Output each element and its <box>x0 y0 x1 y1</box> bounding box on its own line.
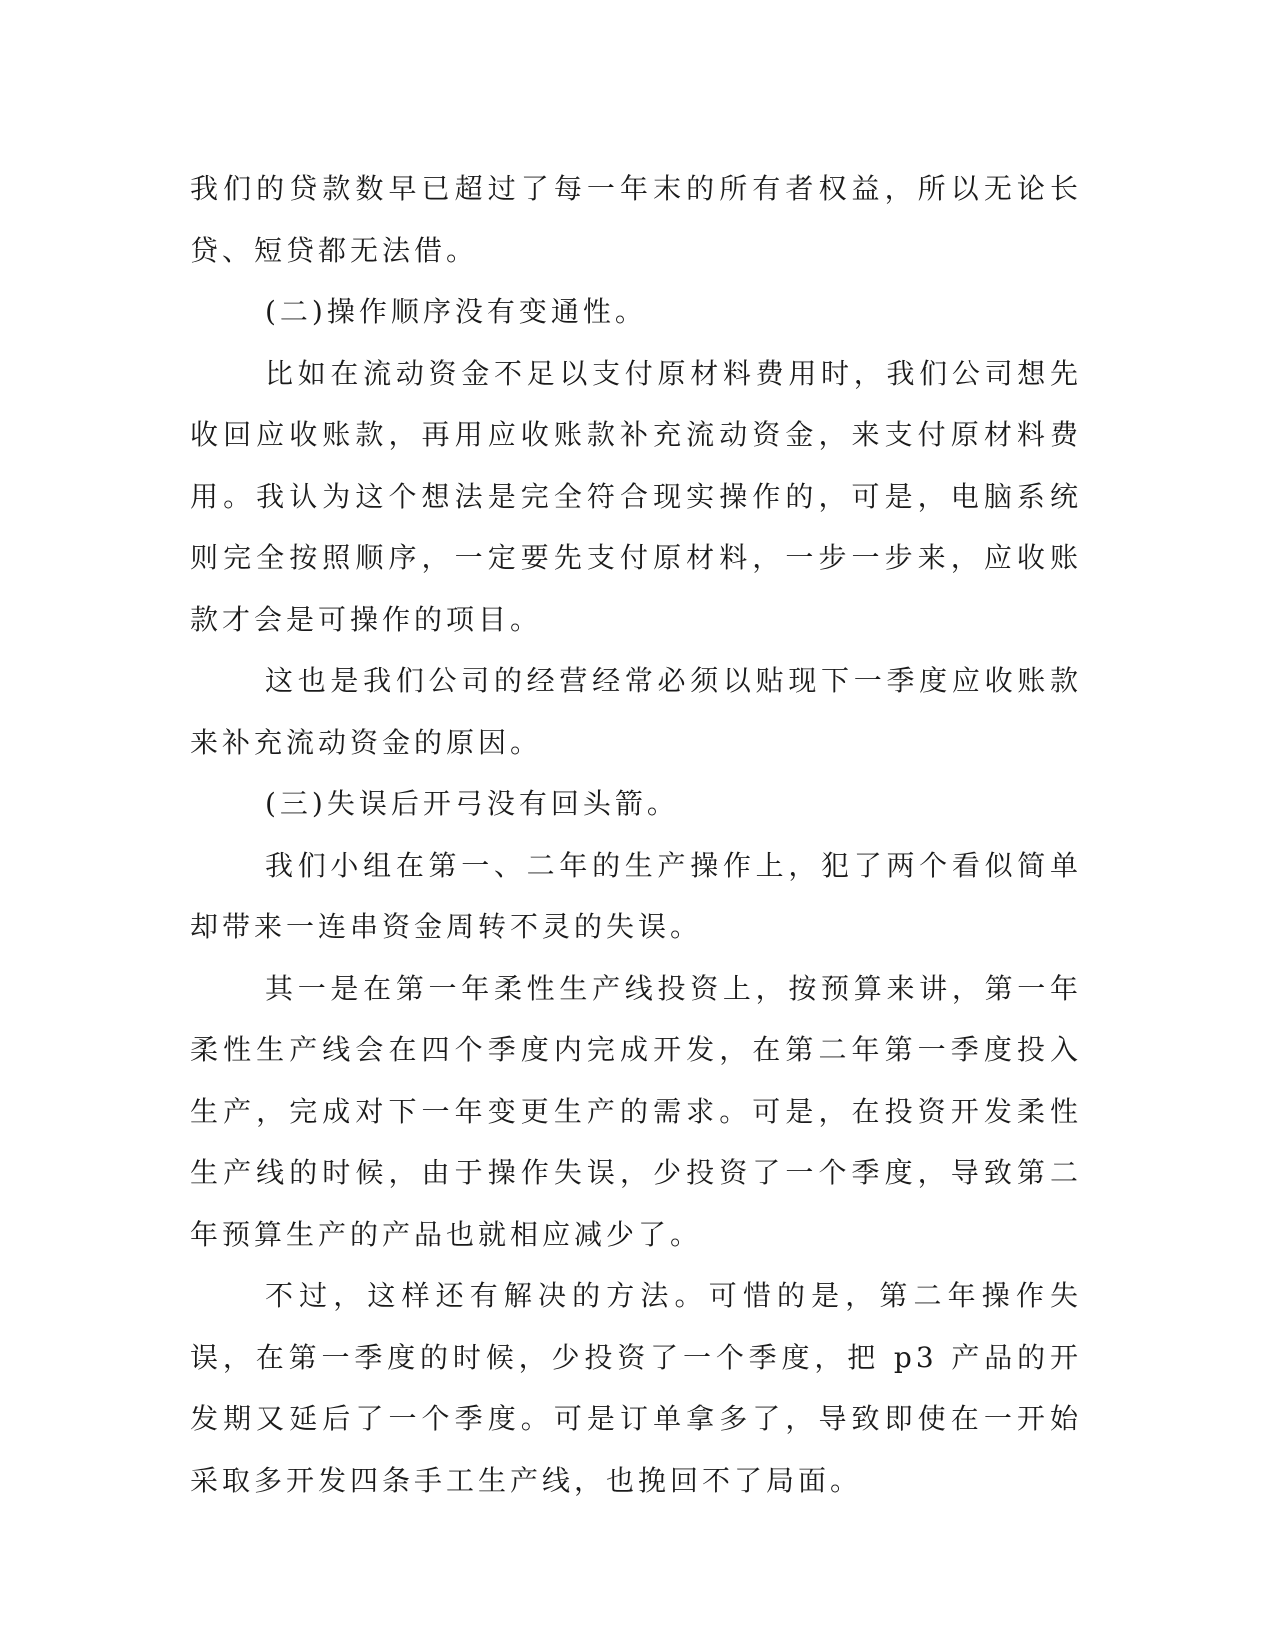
paragraph-discount-reason: 这也是我们公司的经营经常必须以贴现下一季度应收账款来补充流动资金的原因。 <box>190 664 1082 759</box>
heading-operation-order: (二)操作顺序没有变通性。 <box>265 295 647 328</box>
paragraph-mistakes-intro: 我们小组在第一、二年的生产操作上，犯了两个看似简单却带来一连串资金周转不灵的失误。 <box>190 848 1082 943</box>
paragraph-loan-limit: 我们的贷款数早已超过了每一年末的所有者权益，所以无论长贷、短贷都无法借。 <box>190 172 1082 267</box>
paragraph-mistake-one: 其一是在第一年柔性生产线投资上，按预算来讲，第一年柔性生产线会在四个季度内完成开发，在第二年第一季度投入生产，完成对下一年变更生产的需求。可是，在投资开发柔性生产线的时候，由于操作失误，少投资了一个季度，导致第二年预算生产的产品也就相应减少了。 <box>190 971 1082 1251</box>
paragraph-operation-order-example: 比如在流动资金不足以支付原材料费用时，我们公司想先收回应收账款，再用应收账款补充流动资金，来支付原材料费用。我认为这个想法是完全符合现实操作的，可是，电脑系统则完全按照顺序，一定要先支付原材料，一步一步来，应收账款才会是可操作的项目。 <box>190 356 1082 636</box>
paragraph-mistake-two: 不过，这样还有解决的方法。可惜的是，第二年操作失误，在第一季度的时候，少投资了一个季度，把 p3 产品的开发期又延后了一个季度。可是订单拿多了，导致即使在一开始采取多开发四条手工生产线，也挽回不了局面。 <box>190 1279 1082 1497</box>
document-body <box>190 158 1082 1511</box>
heading-mistakes: (三)失误后开弓没有回头箭。 <box>265 787 679 820</box>
